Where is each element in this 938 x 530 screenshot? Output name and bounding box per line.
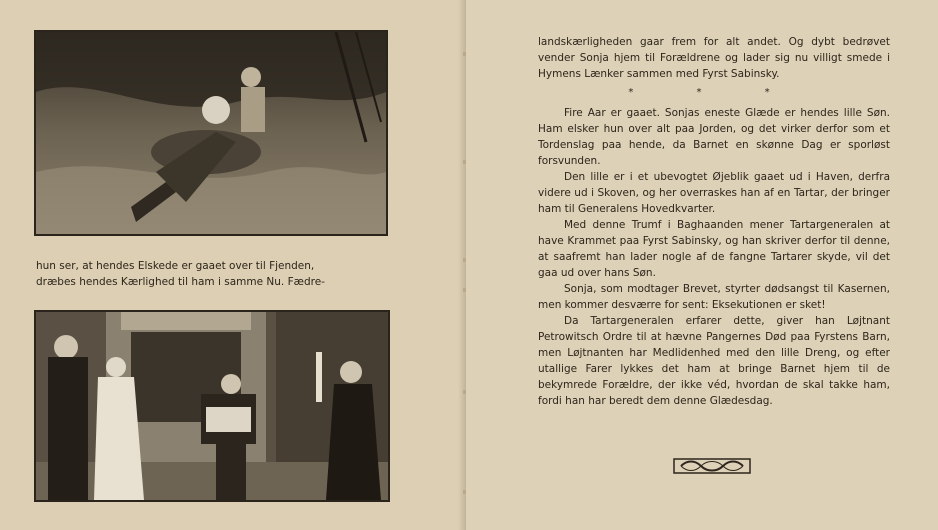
paragraph: landskærligheden gaar frem for alt andet. Og dybt bedrøvet vender Sonja hjem til Forældrene og lader sig nu villigt smede i Hymens Lænker sammen med Fyrst Sabinsky. [538, 36, 890, 80]
paragraph: Med denne Trumf i Baghaanden mener Tartargeneralen at have Krammet paa Fyrst Sabinsky, og han skriver derfor til denne, at saafremt han lader nogle af de fangne Tartarer skyde, vil det gaa ud over hans Søn. [538, 219, 890, 279]
caption-line: dræbes hendes Kærlighed til ham i samme Nu. Fædre- [36, 276, 325, 288]
section-separator: * * * [628, 87, 800, 98]
film-still-forest-photo [34, 30, 388, 236]
film-still-interior-photo [34, 310, 390, 502]
caption-text [36, 258, 386, 290]
paragraph: Sonja, som modtager Brevet, styrter dødsangst til Kasernen, men kommer desværre for sent: Eksekutionen er sket! [538, 283, 890, 311]
forest-scene-illustration [36, 32, 386, 234]
interior-scene-illustration [36, 312, 388, 500]
decorative-ornament-icon [673, 458, 751, 474]
paragraph: Fire Aar er gaaet. Sonjas eneste Glæde er hendes lille Søn. Ham elsker hun over alt paa Jorden, og det virker derfor som et Tordenslag paa hende, da Barnet en skønne Dag er sporløst forsvunden. [538, 107, 890, 167]
left-page [0, 0, 466, 530]
paragraph: Da Tartargeneralen erfarer dette, giver han Løjtnant Petrowitsch Ordre til at hævne Pangernes Død paa Fyrstens Barn, men Løjtnanten har Medlidenhed med den lille Dreng, og efter utallige Farer lykkes det ham at bringe Barnet hjem til de bekymrede Forældre, der ikke véd, hvordan de skal takke ham, fordi han har beredt dem denne Glædesdag. [538, 315, 890, 407]
caption-line: hun ser, at hendes Elskede er gaaet over til Fjenden, [36, 260, 315, 272]
body-text [538, 34, 890, 409]
paragraph: Den lille er i et ubevogtet Øjeblik gaaet ud i Haven, derfra videre ud i Skoven, og her overraskes han af en Tartar, der bringer ham til Generalens Hovedkvarter. [538, 171, 890, 215]
